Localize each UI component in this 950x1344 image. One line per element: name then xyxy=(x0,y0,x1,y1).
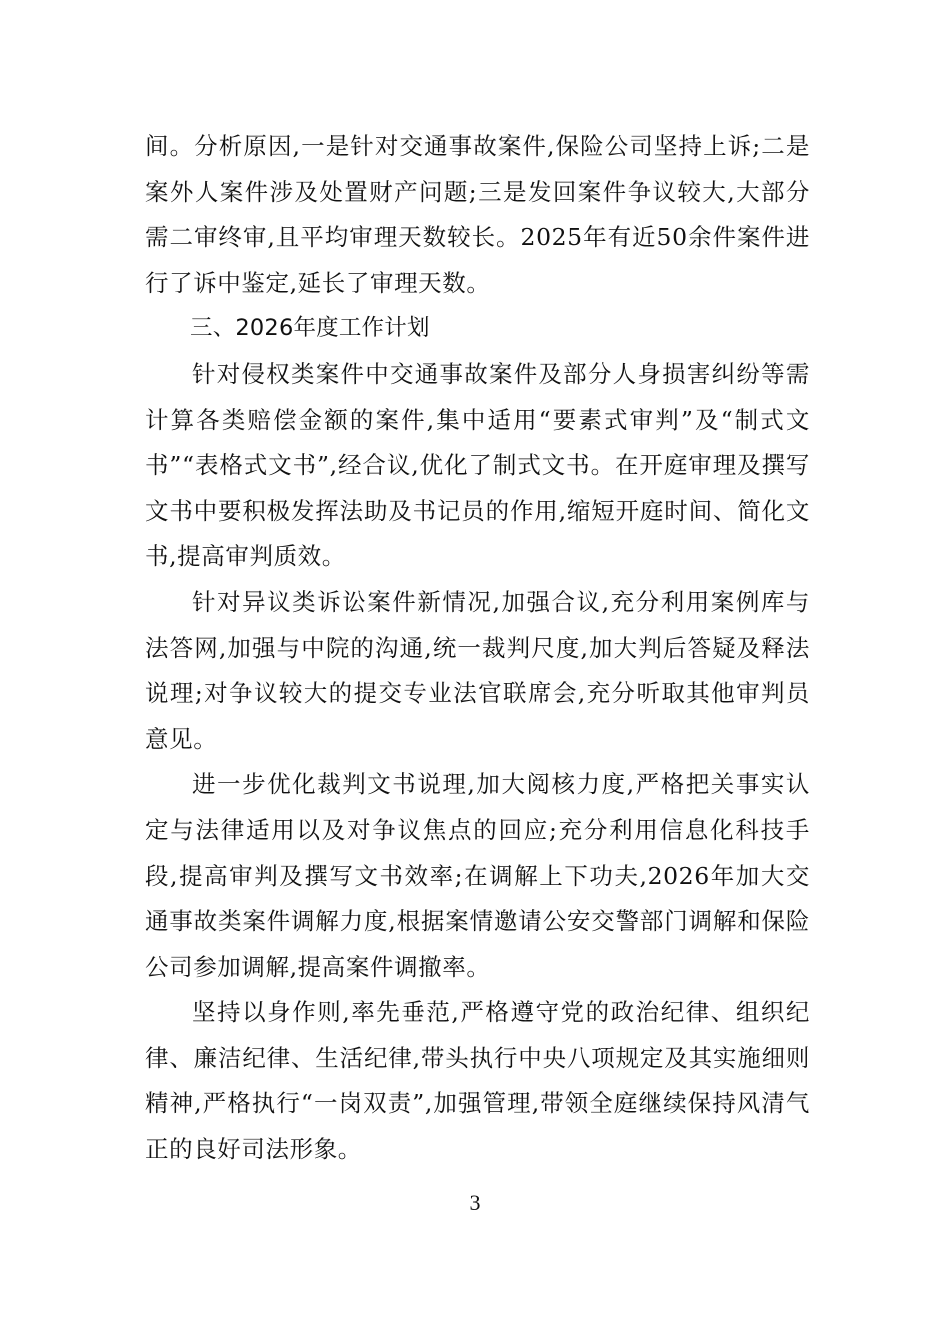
body-paragraph: 针对异议类诉讼案件新情况,加强合议,充分利用案例库与法答网,加强与中院的沟通,统一裁判尺度,加大判后答疑及释法说理;对争议较大的提交专业法官联席会,充分听取其他审判员意见。 xyxy=(145,587,810,753)
body-paragraph: 针对侵权类案件中交通事故案件及部分人身损害纠纷等需计算各类赔偿金额的案件,集中适用“要素式审判”及“制式文书”“表格式文书”,经合议,优化了制式文书。在开庭审理及撰写文书中要积极发挥法助及书记员的作用,缩短开庭时间、简化文书,提高审判质效。 xyxy=(145,359,810,571)
page-number: 3 xyxy=(469,1190,481,1215)
continuation-paragraph: 间。分析原因,一是针对交通事故案件,保险公司坚持上诉;二是案外人案件涉及处置财产问题;三是发回案件争议较大,大部分需二审终审,且平均审理天数较长。2025年有近50余件案件进行了诉中鉴定,延长了审理天数。 xyxy=(145,132,810,297)
body-paragraph: 进一步优化裁判文书说理,加大阅核力度,严格把关事实认定与法律适用以及对争议焦点的回应;充分利用信息化科技手段,提高审判及撰写文书效率;在调解上下功夫,2026年加大交通事故类案件调解力度,根据案情邀请公安交警部门调解和保险公司参加调解,提高案件调撤率。 xyxy=(145,770,810,981)
body-paragraph: 坚持以身作则,率先垂范,严格遵守党的政治纪律、组织纪律、廉洁纪律、生活纪律,带头执行中央八项规定及其实施细则精神,严格执行“一岗双责”,加强管理,带领全庭继续保持风清气正的良好司法形象。 xyxy=(145,998,810,1164)
document-body xyxy=(145,124,810,1173)
section-heading: 三、2026年度工作计划 xyxy=(190,315,430,342)
